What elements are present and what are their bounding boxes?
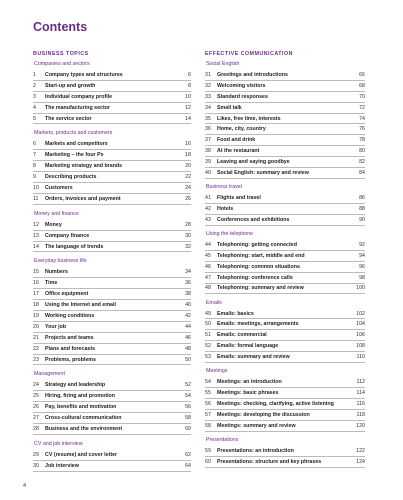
unit-number: 52 [205, 343, 211, 350]
toc-entry[interactable] [33, 70, 191, 81]
page-number: 8 [188, 82, 191, 89]
unit-number: 20 [33, 323, 39, 330]
unit-title: Flights and travel [217, 195, 261, 202]
unit-number: 55 [205, 390, 211, 397]
unit-title: Emails: basics [217, 310, 254, 317]
toc-entry[interactable] [205, 114, 365, 125]
unit-number: 54 [205, 379, 211, 386]
unit-title: Business and the environment [45, 425, 123, 432]
toc-entry[interactable] [33, 172, 191, 183]
unit-title: Greetings and introductions [217, 71, 288, 78]
unit-number: 32 [205, 82, 211, 89]
page-number: 48 [185, 345, 191, 352]
unit-title: Numbers [45, 269, 68, 276]
column-heading: EFFECTIVE COMMUNICATION [205, 51, 293, 57]
unit-number: 29 [33, 451, 39, 458]
toc-entry[interactable] [205, 215, 365, 226]
toc-entry[interactable] [205, 251, 365, 262]
page-number: 4 [23, 483, 27, 489]
unit-title: Money [45, 221, 62, 228]
unit-title: Presentations: structure and key phrases [217, 458, 322, 465]
toc-entry[interactable] [205, 81, 365, 92]
unit-title: Presentations: an introduction [217, 447, 294, 454]
unit-number: 30 [33, 462, 39, 469]
page-number: 72 [359, 104, 365, 111]
page-number: 82 [359, 159, 365, 166]
unit-number: 56 [205, 400, 211, 407]
page-number: 26 [185, 195, 191, 202]
unit-title: The manufacturing sector [45, 104, 111, 111]
unit-number: 23 [33, 356, 39, 363]
page-number: 118 [356, 411, 365, 418]
unit-number: 59 [205, 447, 211, 454]
unit-number: 4 [33, 104, 36, 111]
unit-number: 3 [33, 93, 36, 100]
unit-number: 44 [205, 241, 211, 248]
page-number: 38 [185, 291, 191, 298]
unit-title: Start-up and growth [45, 82, 96, 89]
toc-entry[interactable] [33, 220, 191, 231]
unit-number: 6 [33, 141, 36, 148]
unit-number: 47 [205, 274, 211, 281]
unit-title: Marketing – the four Ps [45, 152, 104, 159]
unit-number: 40 [205, 169, 211, 176]
section-heading: Management [34, 371, 65, 378]
page-number: 96 [359, 263, 365, 270]
page-number: 106 [356, 332, 365, 339]
unit-title: Home, city, country [217, 126, 266, 133]
unit-title: Marketing strategy and brands [45, 163, 123, 170]
unit-number: 5 [33, 115, 36, 122]
page-number: 40 [185, 302, 191, 309]
page-number: 84 [359, 169, 365, 176]
toc-entry[interactable] [205, 193, 365, 204]
unit-number: 18 [33, 302, 39, 309]
unit-title: Conferences and exhibitions [217, 216, 290, 223]
toc-entry[interactable] [33, 103, 191, 114]
unit-title: Hiring, firing and promotion [45, 393, 116, 400]
unit-title: Office equipment [45, 291, 89, 298]
unit-title: Projects and teams [45, 334, 94, 341]
page-number: 32 [185, 243, 191, 250]
unit-number: 28 [33, 425, 39, 432]
unit-number: 50 [205, 321, 211, 328]
page-number: 108 [356, 343, 365, 350]
toc-entry[interactable] [205, 124, 365, 135]
page-number: 18 [185, 152, 191, 159]
unit-number: 36 [205, 126, 211, 133]
unit-title: Using the Internet and email [45, 302, 116, 309]
page-number: 44 [185, 323, 191, 330]
page-number: 98 [359, 274, 365, 281]
toc-entry[interactable] [205, 446, 365, 457]
toc-entry[interactable] [205, 410, 365, 421]
page-number: 70 [359, 93, 365, 100]
unit-number: 57 [205, 411, 211, 418]
page-number: 52 [185, 382, 191, 389]
unit-title: Describing products [45, 174, 97, 181]
unit-number: 27 [33, 415, 39, 422]
unit-number: 43 [205, 216, 211, 223]
page-number: 54 [185, 393, 191, 400]
page-number: 30 [185, 232, 191, 239]
section-heading: Companies and sectors [34, 61, 90, 67]
unit-number: 31 [205, 71, 211, 78]
unit-title: Telephoning: common situations [217, 263, 300, 270]
unit-title: Hotels [217, 205, 234, 212]
page-number: 68 [359, 82, 365, 89]
page-number: 124 [356, 458, 365, 465]
section-heading: Meetings [206, 368, 228, 375]
toc-entry[interactable] [33, 322, 191, 333]
unit-title: Strategy and leadership [45, 382, 106, 389]
unit-title: Your job [45, 323, 67, 330]
toc-entry[interactable] [205, 457, 365, 468]
page-number: 90 [359, 216, 365, 223]
unit-title: Emails: commercial [217, 332, 267, 339]
unit-title: Plans and forecasts [45, 345, 96, 352]
toc-entry[interactable] [33, 355, 191, 366]
toc-entry[interactable] [205, 103, 365, 114]
unit-number: 41 [205, 195, 211, 202]
unit-title: Meetings: basic phrases [217, 390, 279, 397]
toc-entry[interactable] [33, 289, 191, 300]
page-number: 80 [359, 148, 365, 155]
page-number: 28 [185, 221, 191, 228]
toc-entry[interactable] [33, 139, 191, 150]
unit-title: Meetings: summary and review [217, 422, 296, 429]
page-number: 46 [185, 334, 191, 341]
unit-title: Telephoning: summary and review [217, 285, 304, 292]
toc-entry[interactable] [205, 262, 365, 273]
toc-entry[interactable] [205, 341, 365, 352]
unit-number: 48 [205, 285, 211, 292]
page-number: 76 [359, 126, 365, 133]
section-heading: Emails [206, 299, 222, 306]
section-heading: Presentations [206, 436, 239, 443]
unit-number: 22 [33, 345, 39, 352]
toc-entry[interactable] [205, 240, 365, 251]
unit-title: At the restaurant [217, 148, 260, 155]
unit-number: 34 [205, 104, 211, 111]
unit-number: 14 [33, 243, 39, 250]
unit-title: The language of trends [45, 243, 104, 250]
unit-title: Emails: formal language [217, 343, 279, 350]
unit-number: 1 [33, 71, 36, 78]
section-heading: CV and job interview [34, 440, 83, 447]
unit-number: 12 [33, 221, 39, 228]
effective-communication-column [205, 50, 365, 468]
unit-number: 21 [33, 334, 39, 341]
unit-title: Emails: summary and review [217, 354, 290, 361]
toc-entry[interactable] [33, 114, 191, 125]
page-number: 122 [356, 447, 365, 454]
unit-title: Welcoming visitors [217, 82, 266, 89]
unit-title: Telephoning: start, middle and end [217, 252, 305, 259]
toc-entry[interactable] [205, 377, 365, 388]
page-title: Contents [33, 20, 88, 34]
toc-entry[interactable] [205, 284, 365, 295]
unit-title: Leaving and saying goodbye [217, 159, 290, 166]
unit-title: Problems, problems [45, 356, 96, 363]
unit-title: Likes, free time, interests [217, 115, 281, 122]
unit-title: Company types and structures [45, 71, 123, 78]
unit-number: 42 [205, 205, 211, 212]
page-number: 58 [185, 415, 191, 422]
toc-entry[interactable] [205, 70, 365, 81]
section-heading: Using the telephone [206, 230, 254, 237]
unit-number: 51 [205, 332, 211, 339]
page-number: 16 [185, 141, 191, 148]
toc-entry[interactable] [33, 278, 191, 289]
toc-entry[interactable] [205, 319, 365, 330]
page-number: 56 [185, 404, 191, 411]
unit-title: Meetings: an introduction [217, 379, 282, 386]
page-number: 102 [356, 310, 365, 317]
unit-number: 58 [205, 422, 211, 429]
toc-entry[interactable] [33, 402, 191, 413]
page-number: 78 [359, 137, 365, 144]
unit-number: 60 [205, 458, 211, 465]
toc-entry[interactable] [205, 352, 365, 363]
unit-title: Meetings: checking, clarifying, active listening [217, 400, 334, 407]
toc-entry[interactable] [33, 413, 191, 424]
unit-number: 45 [205, 252, 211, 259]
section-heading: Business travel [206, 184, 242, 191]
unit-number: 38 [205, 148, 211, 155]
page-number: 10 [185, 93, 191, 100]
unit-number: 9 [33, 174, 36, 181]
unit-title: Time [45, 280, 58, 287]
toc-entry[interactable] [33, 311, 191, 322]
unit-title: Emails: meetings, arrangements [217, 321, 299, 328]
toc-entry[interactable] [33, 333, 191, 344]
page-number: 42 [185, 312, 191, 319]
unit-number: 53 [205, 354, 211, 361]
unit-title: Individual company profile [45, 93, 113, 100]
unit-number: 33 [205, 93, 211, 100]
page-number: 110 [356, 354, 365, 361]
unit-number: 2 [33, 82, 36, 89]
unit-title: Telephoning: conference calls [217, 274, 293, 281]
unit-title: CV (resume) and cover letter [45, 451, 118, 458]
toc-entry[interactable] [33, 92, 191, 103]
unit-number: 8 [33, 163, 36, 170]
toc-entry[interactable] [205, 309, 365, 320]
toc-entry[interactable] [205, 92, 365, 103]
unit-title: Telephoning: getting connected [217, 241, 297, 248]
unit-number: 13 [33, 232, 39, 239]
toc-entry[interactable] [33, 450, 191, 461]
toc-entry[interactable] [205, 388, 365, 399]
toc-entry[interactable] [33, 194, 191, 205]
page-number: 92 [359, 241, 365, 248]
column-heading: BUSINESS TOPICS [33, 51, 89, 57]
toc-entry[interactable] [33, 424, 191, 435]
page-number: 24 [185, 184, 191, 191]
page-number: 100 [356, 285, 365, 292]
unit-number: 16 [33, 280, 39, 287]
unit-number: 25 [33, 393, 39, 400]
page-number: 60 [185, 425, 191, 432]
toc-entry[interactable] [205, 135, 365, 146]
section-heading: Markets, products and customers [34, 130, 113, 137]
page-number: 34 [185, 269, 191, 276]
unit-number: 7 [33, 152, 36, 159]
unit-number: 24 [33, 382, 39, 389]
page-number: 62 [185, 451, 191, 458]
unit-number: 46 [205, 263, 211, 270]
section-heading: Everyday business life [34, 258, 87, 265]
toc-entry[interactable] [205, 168, 365, 179]
unit-title: Company finance [45, 232, 90, 239]
unit-title: Markets and competitors [45, 141, 108, 148]
unit-title: Social English: summary and review [217, 169, 309, 176]
unit-title: Working conditions [45, 312, 95, 319]
toc-entry[interactable] [205, 146, 365, 157]
unit-number: 17 [33, 291, 39, 298]
unit-number: 26 [33, 404, 39, 411]
section-heading: Money and finance [34, 210, 79, 217]
business-topics-column [33, 50, 191, 472]
page-number: 116 [356, 400, 365, 407]
unit-number: 39 [205, 159, 211, 166]
page-number: 114 [356, 390, 365, 397]
page-number: 104 [356, 321, 365, 328]
toc-entry[interactable] [33, 242, 191, 253]
page-number: 112 [356, 379, 365, 386]
unit-title: Standard responses [217, 93, 268, 100]
page-number: 94 [359, 252, 365, 259]
unit-title: Cross-cultural communication [45, 415, 122, 422]
toc-entry[interactable] [33, 391, 191, 402]
toc-entry[interactable] [205, 421, 365, 432]
unit-number: 35 [205, 115, 211, 122]
toc-entry[interactable] [205, 330, 365, 341]
unit-title: Small talk [217, 104, 242, 111]
unit-title: Job interview [45, 462, 79, 469]
section-heading: Social English [206, 61, 240, 67]
unit-title: Pay, benefits and motivation [45, 404, 117, 411]
toc-entry[interactable] [33, 231, 191, 242]
toc-entry[interactable] [205, 204, 365, 215]
unit-number: 15 [33, 269, 39, 276]
page-number: 12 [185, 104, 191, 111]
page-number: 6 [188, 71, 191, 78]
unit-title: Meetings: developing the discussion [217, 411, 310, 418]
toc-entry[interactable] [205, 273, 365, 284]
page-number: 64 [185, 462, 191, 469]
unit-number: 11 [33, 195, 39, 202]
toc-entry[interactable] [33, 380, 191, 391]
unit-number: 19 [33, 312, 39, 319]
unit-number: 49 [205, 310, 211, 317]
page-number: 88 [359, 205, 365, 212]
toc-entry[interactable] [205, 157, 365, 168]
page-number: 86 [359, 195, 365, 202]
toc-entry[interactable] [33, 183, 191, 194]
page-number: 74 [359, 115, 365, 122]
toc-entry[interactable] [33, 344, 191, 355]
page-number: 14 [185, 115, 191, 122]
unit-title: Orders, invoices and payment [45, 195, 121, 202]
unit-number: 10 [33, 184, 39, 191]
toc-entry[interactable] [33, 81, 191, 92]
unit-title: The service sector [45, 115, 92, 122]
page-number: 50 [185, 356, 191, 363]
toc-entry[interactable] [33, 300, 191, 311]
unit-number: 37 [205, 137, 211, 144]
unit-title: Customers [45, 184, 73, 191]
page-number: 120 [356, 422, 365, 429]
toc-entry[interactable] [33, 161, 191, 172]
page-number: 66 [359, 71, 365, 78]
toc-entry[interactable] [33, 150, 191, 161]
toc-entry[interactable] [33, 267, 191, 278]
unit-title: Food and drink [217, 137, 256, 144]
page-number: 22 [185, 174, 191, 181]
page-number: 36 [185, 280, 191, 287]
toc-entry[interactable] [205, 399, 365, 410]
page-number: 20 [185, 163, 191, 170]
toc-entry[interactable] [33, 461, 191, 472]
